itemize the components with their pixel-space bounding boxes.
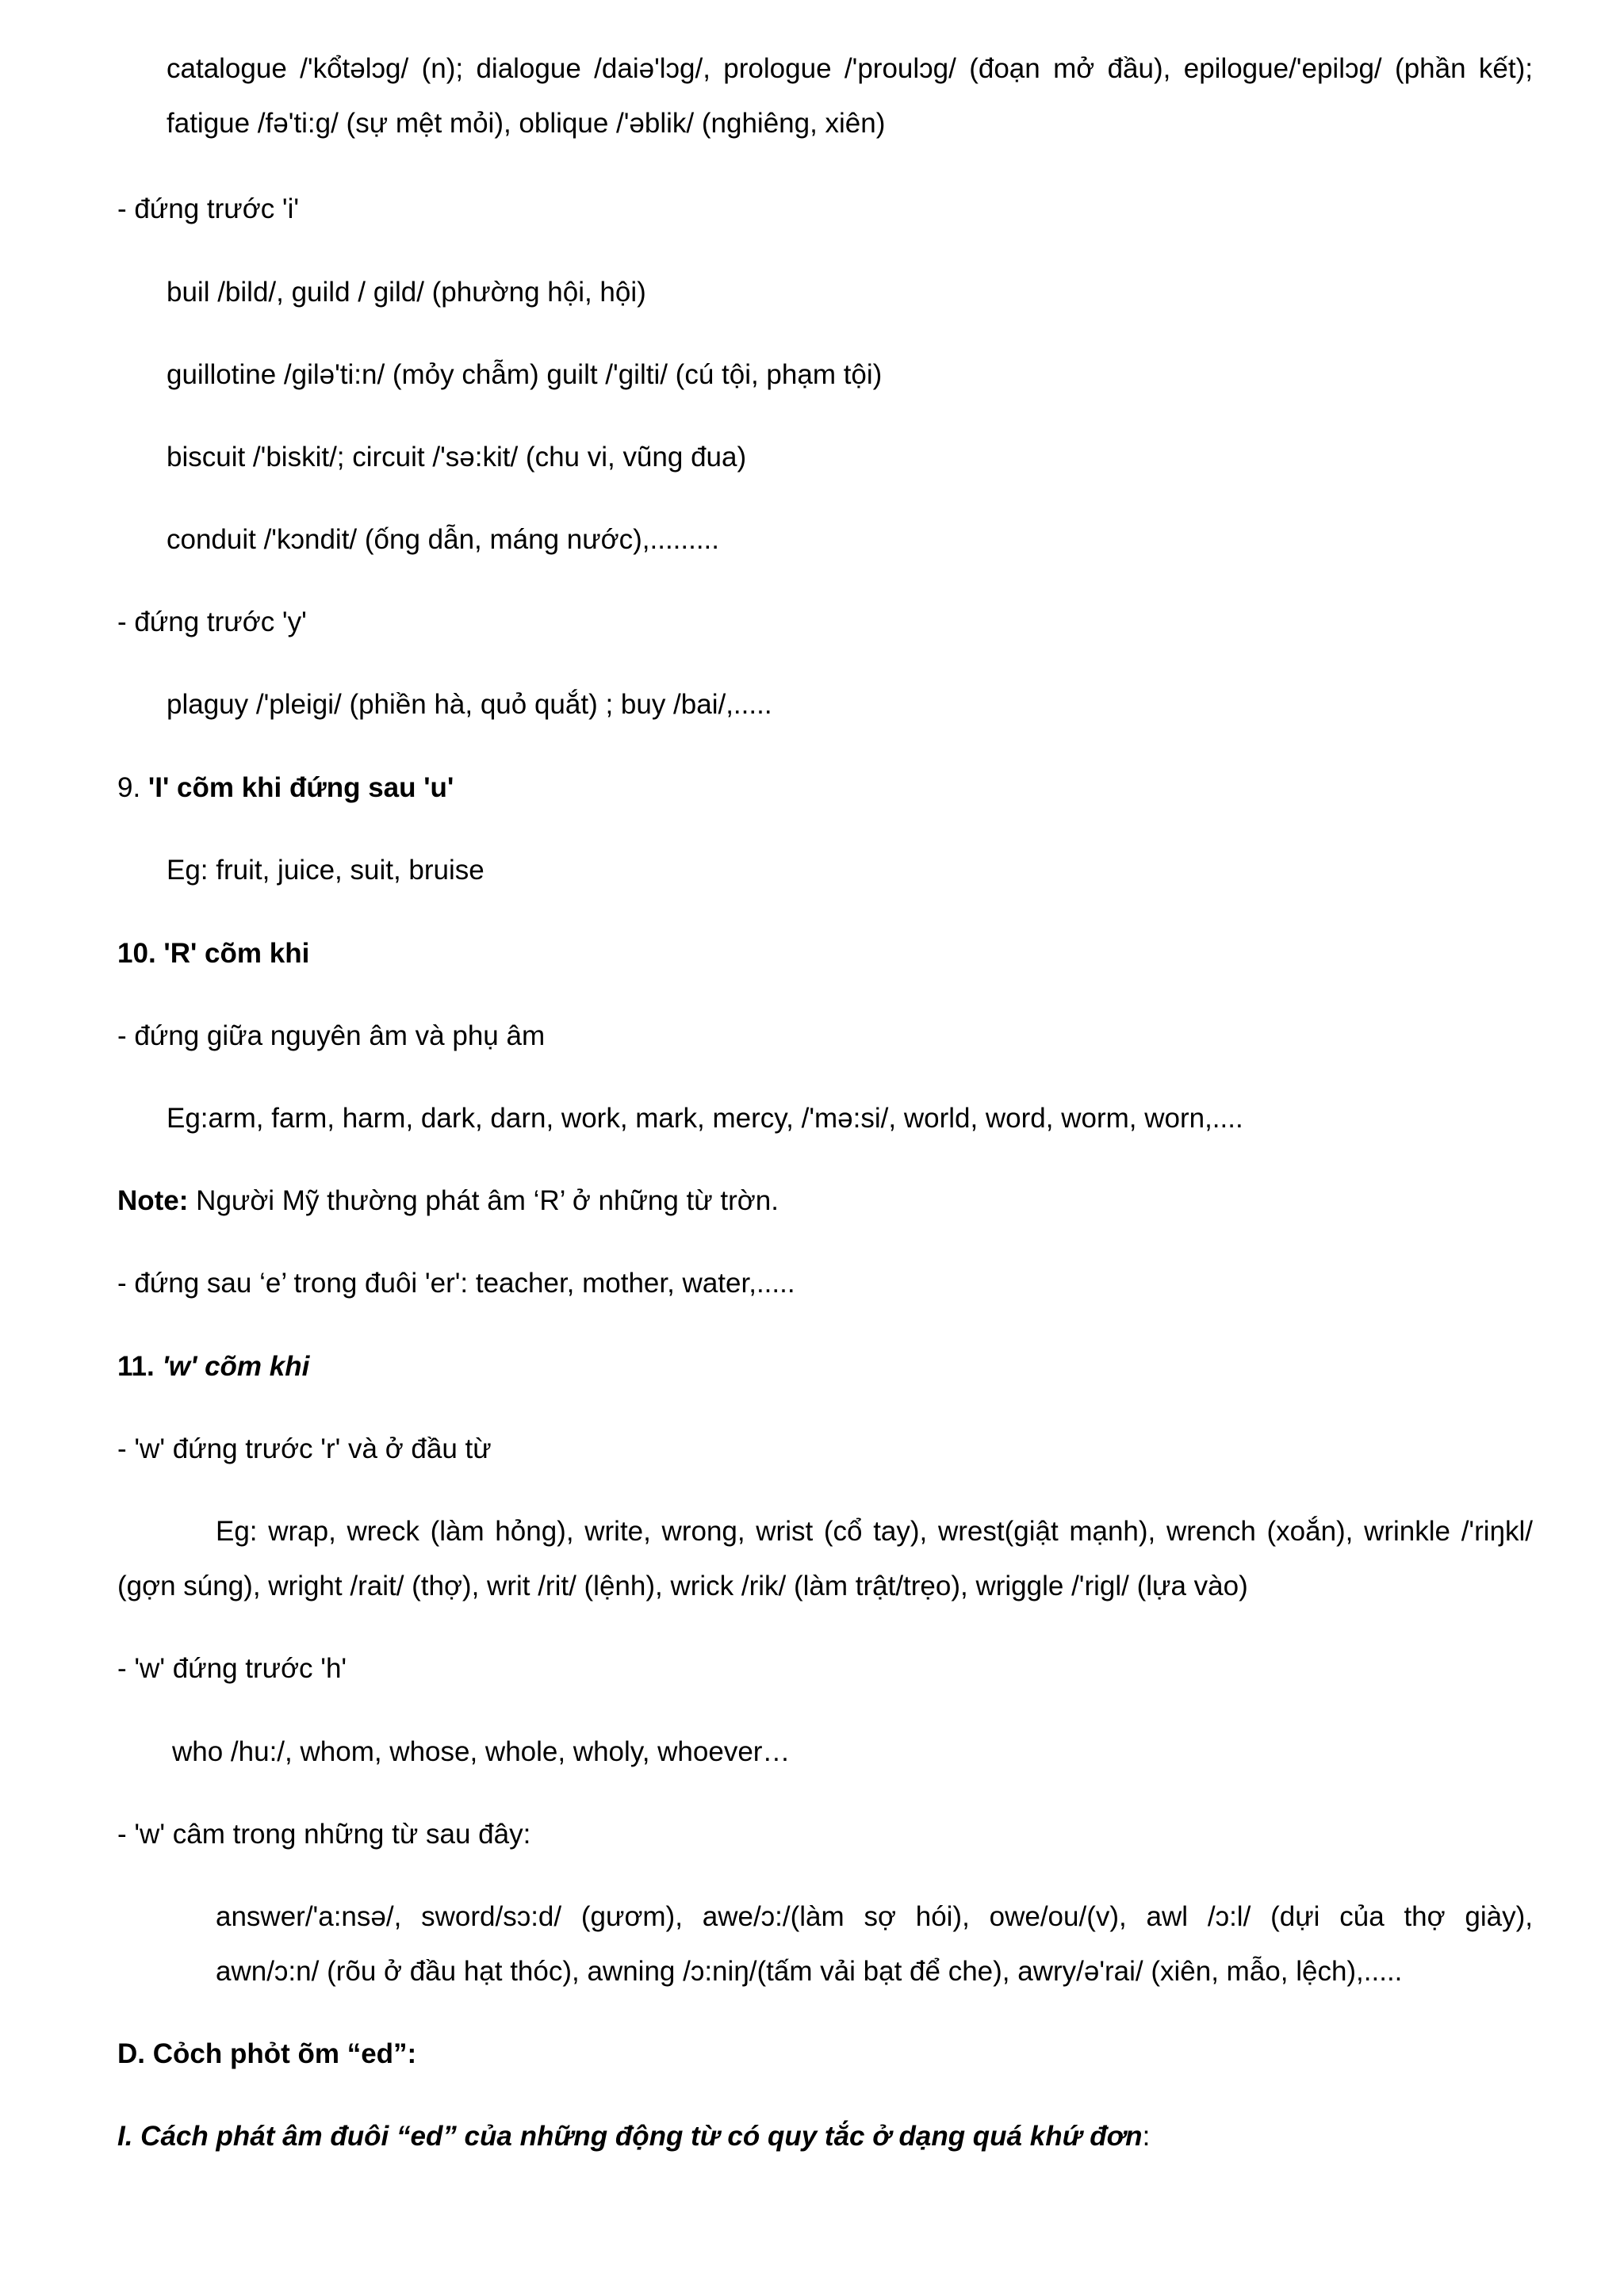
section-title: 'w' cõm khi	[162, 1351, 310, 1382]
text-line: who /hu:/, whom, whose, whole, wholy, whoever…	[172, 1736, 791, 1767]
text-line: answer/'a:nsə/, sword/sɔ:d/ (gươm), awe/ɔ:/(làm sợ hói), owe/ou/(v), awl /ɔ:l/ (dựi của thợ giày),	[216, 1901, 1533, 1932]
section-heading: 9. 'I' cõm khi đứng sau 'u'	[117, 772, 454, 803]
subsection-heading: I. Cách phát âm đuôi “ed” của những động từ có quy tắc ở dạng quá khứ đơn:	[117, 2121, 1151, 2152]
list-item: - 'w' đứng trước 'r' và ở đầu từ	[117, 1433, 492, 1464]
text-line: plaguy /'pleigi/ (phiền hà, quỏ quắt) ; buy /bai/,.....	[167, 689, 772, 720]
note-label: Note	[117, 1185, 179, 1216]
text-line: buil /bild/, guild / gild/ (phường hội, hội)	[167, 277, 646, 308]
text-line: Eg: wrap, wreck (làm hỏng), write, wrong, wrist (cổ tay), wrest(giật mạnh), wrench (xoắn), wrinkle /'riŋkl/	[216, 1516, 1533, 1547]
subsection-title: I. Cách phát âm đuôi “ed” của những động từ có quy tắc ở dạng quá khứ đơn	[117, 2121, 1143, 2152]
section-number: 9	[117, 772, 133, 803]
section-number: 11	[117, 1351, 147, 1382]
note-line: Note: Người Mỹ thường phát âm ‘R’ ở những từ trờn.	[117, 1185, 779, 1216]
section-title: 'R' cõm khi	[163, 938, 310, 969]
text-line: Eg: fruit, juice, suit, bruise	[167, 855, 485, 886]
list-item: - đứng trước 'y'	[117, 607, 307, 637]
list-item: - đứng sau ‘e’ trong đuôi 'er': teacher, mother, water,.....	[117, 1268, 795, 1299]
text-line: fatigue /fə'ti:g/ (sự mệt mỏi), oblique /'əblik/ (nghiêng, xiên)	[167, 108, 886, 139]
list-item: - đứng trước 'i'	[117, 193, 300, 224]
text-line: biscuit /'biskit/; circuit /'sə:kit/ (chu vi, vũng đua)	[167, 442, 747, 473]
note-text: Người Mỹ thường phát âm ‘R’ ở những từ trờn.	[196, 1185, 779, 1216]
text-line: conduit /'kɔndit/ (ống dẫn, máng nước),.........	[167, 524, 720, 555]
list-item: - đứng giữa nguyên âm và phụ âm	[117, 1020, 546, 1051]
text-line: (gợn súng), wright /rait/ (thợ), writ /rit/ (lệnh), wrick /rik/ (làm trật/trẹo), wriggle /'rigl/ (lựa vào)	[117, 1571, 1248, 1601]
text-line: catalogue /'kổtəlɔg/ (n); dialogue /daiə'lɔg/, prologue /'proulɔg/ (đoạn mở đầu), epilogue/'epilɔg/ (phần kết);	[167, 53, 1533, 84]
text-line: guillotine /gilə'ti:n/ (mỏy chẫm) guilt /'gilti/ (cú tội, phạm tội)	[167, 359, 883, 390]
section-number: 10	[117, 938, 148, 969]
section-title: 'I' cõm khi đứng sau 'u'	[147, 772, 454, 803]
list-item: - 'w' đứng trước 'h'	[117, 1653, 347, 1684]
section-heading: D. Cỏch phỏt õm “ed”:	[117, 2038, 417, 2069]
section-heading: 10. 'R' cõm khi	[117, 938, 310, 969]
section-heading: 11. 'w' cõm khi	[117, 1351, 310, 1382]
text-line: Eg:arm, farm, harm, dark, darn, work, mark, mercy, /'mə:si/, world, word, worm, worn,....	[167, 1103, 1243, 1134]
text-line: awn/ɔ:n/ (rõu ở đầu hạt thóc), awning /ɔ:niŋ/(tấm vải bạt để che), awry/ə'rai/ (xiên, mẫo, lệch),.....	[216, 1956, 1403, 1987]
list-item: - 'w' câm trong những từ sau đây:	[117, 1819, 531, 1850]
